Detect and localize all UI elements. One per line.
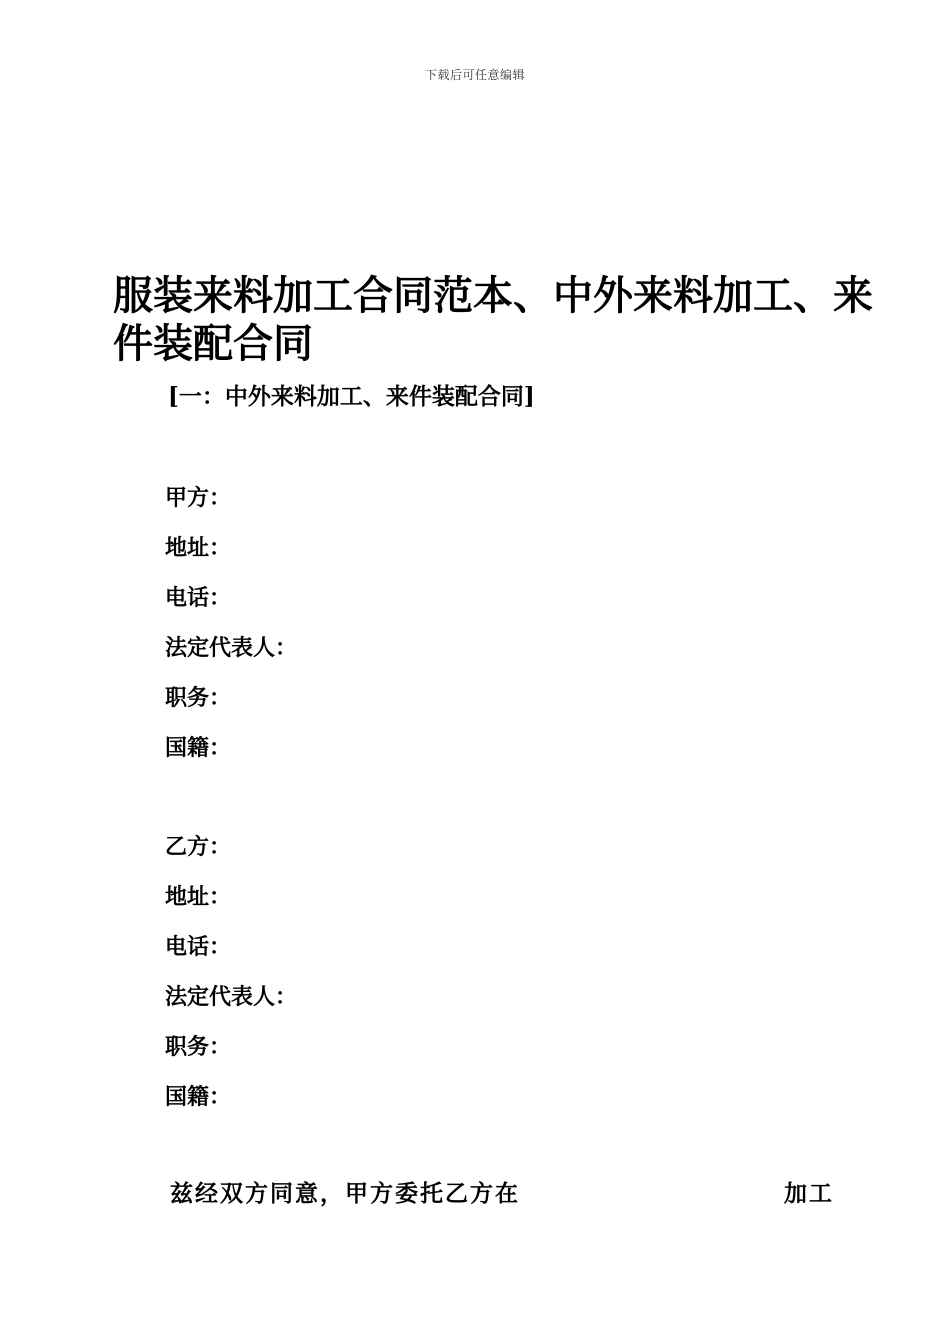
- party-a-nationality-label: 国籍：: [165, 735, 232, 761]
- agreement-text: 兹经双方同意，甲方委托乙方在: [170, 1180, 520, 1207]
- party-b-legal-rep-label: 法定代表人：: [165, 984, 298, 1010]
- party-b-section: [165, 831, 297, 1131]
- party-a-phone-label: 电话：: [165, 585, 232, 611]
- party-b-address-label: 地址：: [165, 884, 232, 910]
- agreement-tail: 加工: [784, 1180, 834, 1207]
- header-note: 下载后可任意编辑: [424, 68, 525, 82]
- party-a-label: 甲方：: [165, 485, 232, 511]
- party-b-phone-label: 电话：: [165, 934, 232, 960]
- party-b-nationality-label: 国籍：: [165, 1084, 232, 1110]
- agreement-paragraph: [170, 1178, 840, 1210]
- document-subtitle: [一：中外来料加工、来件装配合同]: [168, 383, 535, 410]
- party-a-position-label: 职务：: [165, 685, 232, 711]
- document-title: 服装来料加工合同范本、中外来料加工、来件装配合同: [113, 272, 873, 367]
- party-a-section: [165, 482, 297, 782]
- party-b-position-label: 职务：: [165, 1034, 232, 1060]
- party-b-label: 乙方：: [165, 834, 232, 860]
- party-a-address-label: 地址：: [165, 535, 232, 561]
- party-a-legal-rep-label: 法定代表人：: [165, 635, 298, 661]
